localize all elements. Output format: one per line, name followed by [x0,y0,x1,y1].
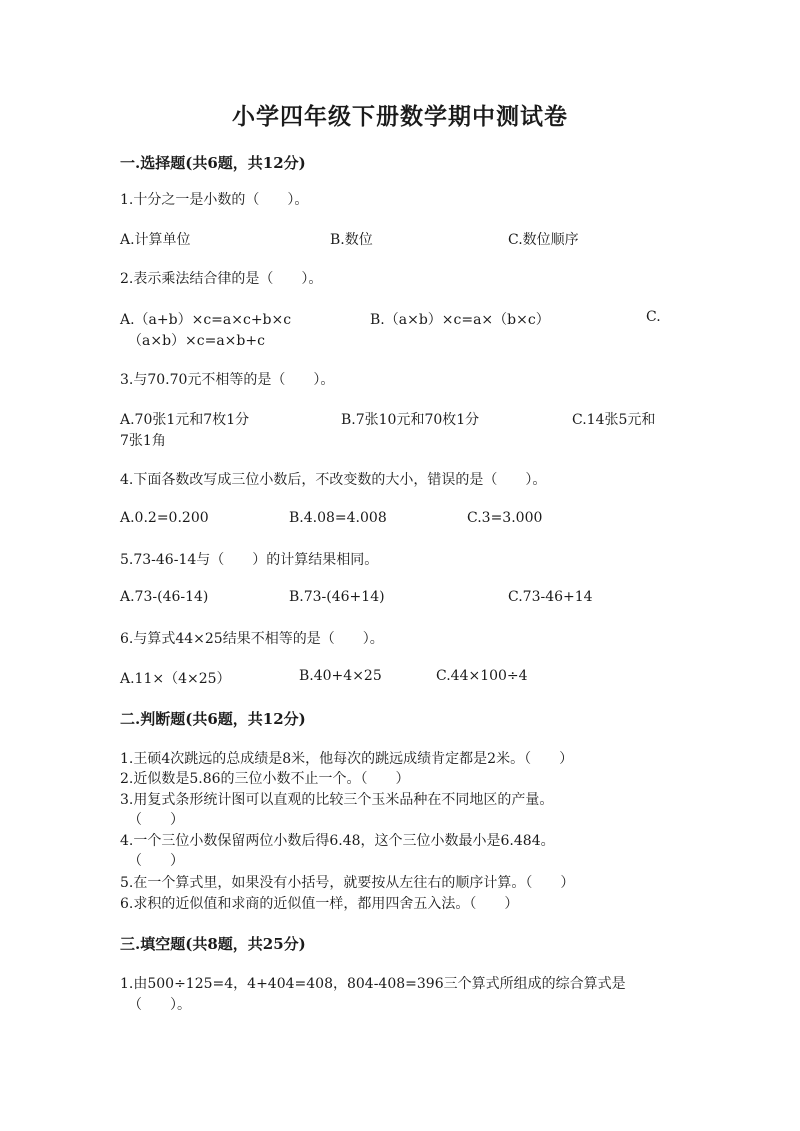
judge-item: 3.用复式条形统计图可以直观的比较三个玉米品种在不同地区的产量。 [120,792,554,808]
option-b: B.数位 [330,232,373,248]
judge-item: 4.一个三位小数保留两位小数后得6.48，这个三位小数最小是6.484。 [120,833,555,849]
judge-item-bracket: （ ） [128,853,184,869]
option-c-text: （a×b）×c=a×b+c [128,333,265,349]
option-a: A.73-(46-14) [120,589,209,605]
option-c: C.数位顺序 [508,232,579,248]
question-stem: 6.与算式44×25结果不相等的是（ ）。 [120,631,384,647]
option-b: B.（a×b）×c=a×（b×c） [370,312,550,328]
option-a: A.0.2=0.200 [120,510,209,526]
option-c: C.44×100÷4 [436,668,528,684]
fill-item-bracket: （ ）。 [128,997,191,1013]
option-c-text: 7张1角 [120,433,166,449]
option-a: A.（a+b）×c=a×c+b×c [120,312,292,328]
option-b: B.40+4×25 [299,668,382,684]
option-c: C.3=3.000 [467,510,543,526]
judge-item: 2.近似数是5.86的三位小数不止一个。（ ） [120,771,410,787]
judge-item: 5.在一个算式里，如果没有小括号，就要按从左往右的顺序计算。（ ） [120,875,575,891]
section-heading-choice: 一.选择题(共6题，共12分) [120,154,306,172]
section-heading-fill: 三.填空题(共8题，共25分) [120,935,306,953]
judge-item: 6.求积的近似值和求商的近似值一样，都用四舍五入法。（ ） [120,896,519,912]
option-b: B.73-(46+14) [289,589,385,605]
option-c: C.14张5元和 [572,412,656,428]
option-b: B.4.08=4.008 [289,510,387,526]
question-stem: 2.表示乘法结合律的是（ ）。 [120,271,323,287]
question-stem: 5.73-46-14与（ ）的计算结果相同。 [120,552,379,568]
option-c: C.73-46+14 [508,589,593,605]
fill-item: 1.由500÷125=4，4+404=408，804-408=396三个算式所组成的综合算式是 [120,976,626,992]
option-a: A.70张1元和7枚1分 [120,412,250,428]
option-b: B.7张10元和70枚1分 [341,412,480,428]
option-a: A.11×（4×25） [120,671,231,687]
option-a: A.计算单位 [120,232,191,248]
question-stem: 3.与70.70元不相等的是（ ）。 [120,372,335,388]
question-stem: 4.下面各数改写成三位小数后，不改变数的大小，错误的是（ ）。 [120,472,547,488]
section-heading-judge: 二.判断题(共6题，共12分) [120,710,306,728]
question-stem: 1.十分之一是小数的（ ）。 [120,192,309,208]
page-title: 小学四年级下册数学期中测试卷 [232,103,568,130]
judge-item-bracket: （ ） [128,812,184,828]
option-c: C. [646,309,661,325]
judge-item: 1.王硕4次跳远的总成绩是8米，他每次的跳远成绩肯定都是2米。（ ） [120,751,574,767]
